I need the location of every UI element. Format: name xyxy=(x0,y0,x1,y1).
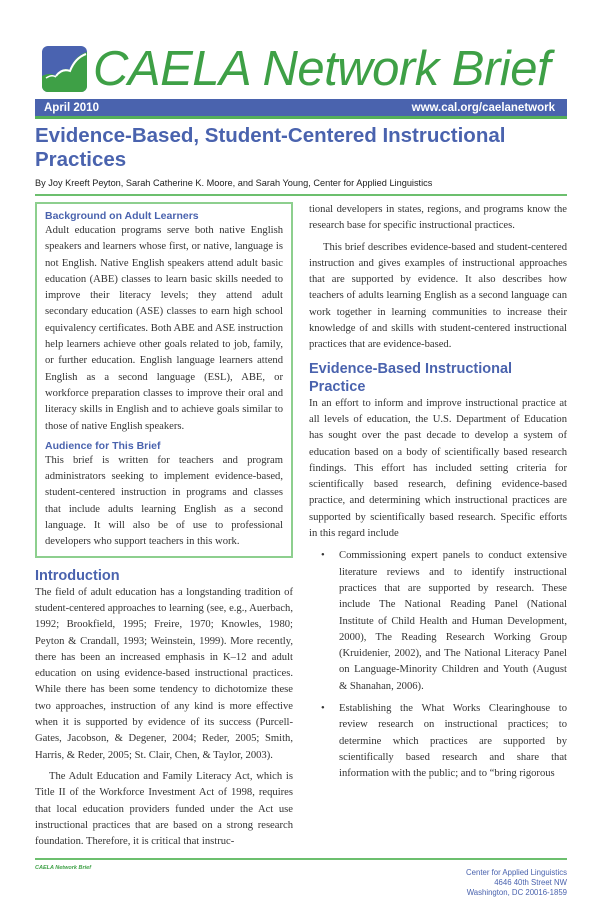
audience-heading: Audience for This Brief xyxy=(45,439,161,452)
footer-address xyxy=(466,868,567,898)
logo-title: CAELA Network Brief xyxy=(93,42,551,96)
footer-logo: CAELA Network Brief xyxy=(35,865,92,872)
bullet-list xyxy=(309,548,567,782)
background-heading: Background on Adult Learners xyxy=(45,210,199,222)
address-line: Center for Applied Linguistics xyxy=(466,868,567,878)
left-column xyxy=(35,202,293,850)
divider xyxy=(35,194,567,196)
section-heading: Evidence-Based Instructional Practice xyxy=(309,360,513,395)
header-bar xyxy=(35,99,567,119)
byline: By Joy Kreeft Peyton, Sarah Catherine K. Moore, and Sarah Young, Center for Applied Linguistics xyxy=(35,178,433,188)
list-item: • Establishing the What Works Clearinghouse to review research on instructional practices; to determine which practices are supported by scientifically based research and share that information with the public; and to “bring rigorous xyxy=(309,701,567,782)
intro-paragraph: The Adult Education and Family Literacy Act, which is Title II of the Workforce Investment Act of 1998, requires that local education providers funded under the Act use instructional practices that are based on a strong research foundation. Therefore, it is critical that instruc- xyxy=(35,770,293,848)
right-column xyxy=(309,202,567,789)
address-line: 4646 40th Street NW xyxy=(494,878,567,888)
content-area xyxy=(35,202,567,918)
body-paragraph: tional developers in states, regions, and programs know the research base for specific instructional practices. xyxy=(309,204,567,232)
body-paragraph: This brief describes evidence-based and student-centered instruction and gives examples of instructional approaches that are supported by evidence. It also describes how teachers of adults learning English as a second language can work together in learning communities to increase their knowledge of and skills with student-centered instructional practices that are evidence-based. xyxy=(309,241,567,351)
intro-paragraph: The field of adult education has a longstanding tradition of student-centered approaches to learning (see, e.g., Auerbach, 1992; Brookfield, 1995; Freire, 1970; Knowles, 1980; Peyton & Crandall, 1993; Weinstein, 1999). More recently, there has been an increased emphasis in K–12 and adult education on using evidence-based instructional practices. While there has been some tendency to dichotomize these two approaches, instruction of any kind is more effective when it is supported by evidence of its success (Purcell-Gates, Jacobson, & Degener, 2004; Reder, 2005; Smith, Harris, & Reder, 2005; St. Clair, Chen, & Taylor, 2003). xyxy=(35,586,293,761)
intro-heading: Introduction xyxy=(35,567,120,584)
logo-mark-icon xyxy=(42,46,87,92)
list-item: • Commissioning expert panels to conduct extensive literature reviews and to identify instructional practices that are supported by research. These include The National Reading Panel (National Institute of Child Health and Human Development, 2000), The Reading Research Working Group (Kruidenier, 2002), and The National Literacy Panel on Language-Minority Children and Youth (August & Shanahan, 2006). xyxy=(309,548,567,695)
caela-logo xyxy=(42,44,550,94)
address-line: Washington, DC 20016-1859 xyxy=(466,888,567,898)
audience-text: This brief is written for teachers and program administrators seeking to implement evidence-based, student-centered instruction in programs and classes that include adults learning English as a second language. It will also be of use to professional developers who support teachers in this work. xyxy=(45,454,283,548)
sidebar-box xyxy=(35,202,293,558)
website-link[interactable]: www.cal.org/caelanetwork xyxy=(411,101,555,114)
issue-date: April 2010 xyxy=(44,101,99,114)
columns xyxy=(35,202,567,850)
footer-row xyxy=(35,864,567,898)
footer xyxy=(35,858,567,898)
page-title: Evidence-Based, Student-Centered Instructional Practices xyxy=(35,124,506,171)
footer-divider xyxy=(35,858,567,860)
background-text: Adult education programs serve both native English speakers and learners whose first, or native, language is not English. Native English speakers attend adult basic education (ABE) classes to learn basic skills needed to improve their literacy levels; they attend adult secondary education (ASE) classes to earn high school equivalency certificates. Both ABE and ASE instruction help learners achieve other goals related to job, family, or further education. English language learners attend English as a second language (ESL), ABE, or workforce preparation classes to improve their oral and literacy skills in English and to achieve goals similar to those of native English speakers. xyxy=(45,225,283,432)
body-paragraph: In an effort to inform and improve instructional practice at all levels of education, the U.S. Department of Education has sought over the past decade to develop a system of education based on a body of scientifically based research findings. This effort has included setting criteria for scientifically based research, defining evidence-based practice, and determining which instructional practices are supported by scientifically based research. Specific efforts in this regard include xyxy=(309,397,567,540)
